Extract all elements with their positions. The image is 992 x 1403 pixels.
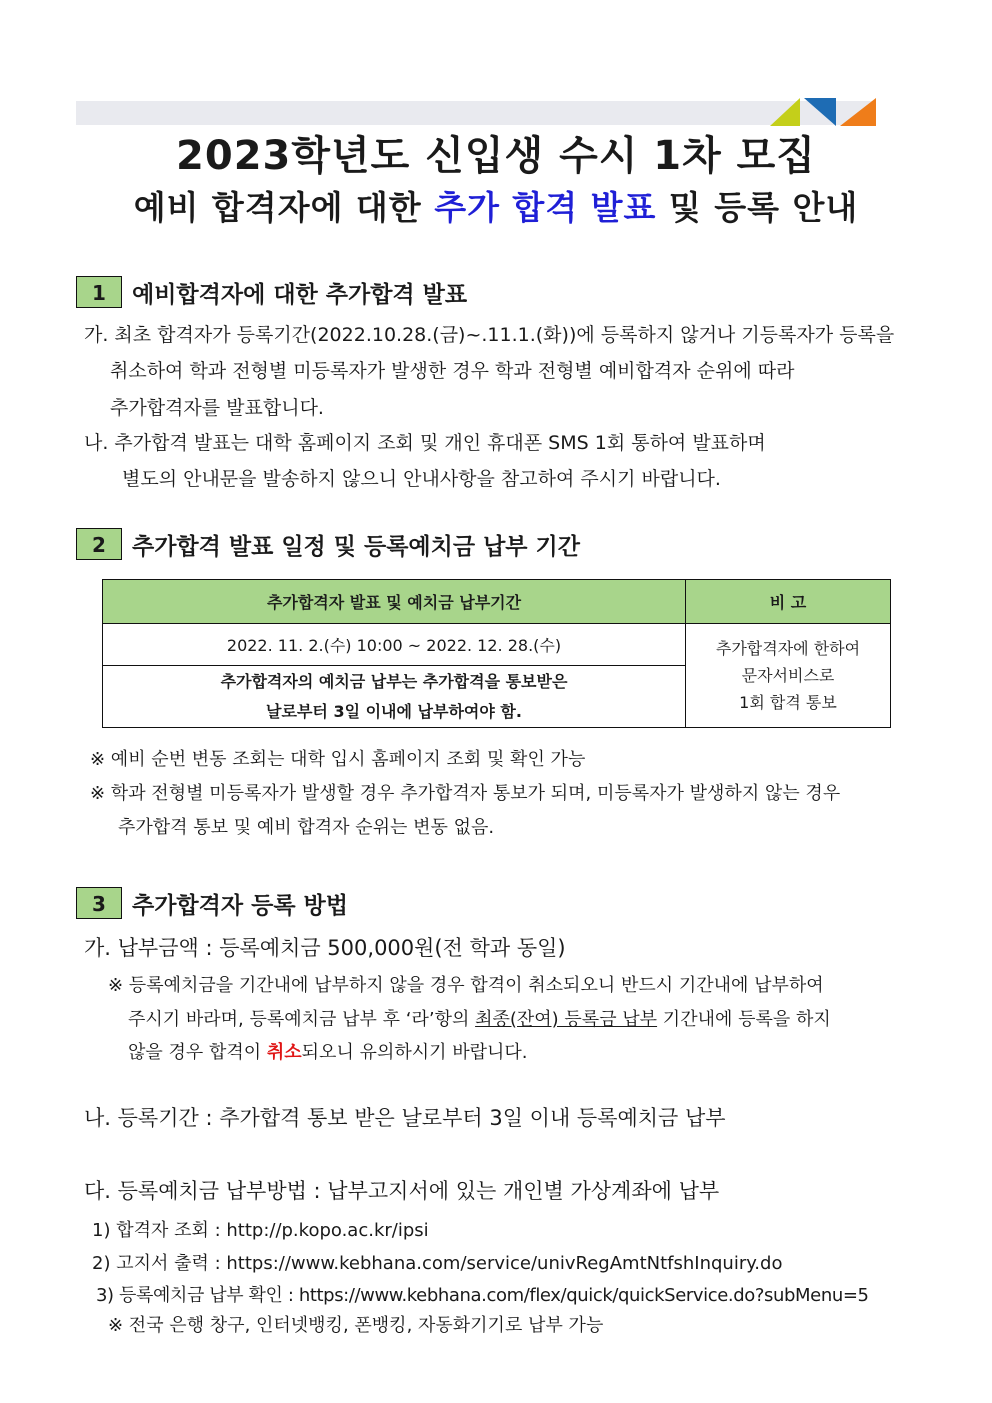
step-2: 2) 고지서 출력 : https://www.kebhana.com/service/univRegAmtNtfshInquiry.do bbox=[92, 1253, 783, 1274]
section3-ga-note-line2: 주시기 바라며, 등록예치금 납부 후 ‘라’항의 최종(잔여) 등록금 납부 기간내에 등록을 하지 bbox=[128, 1009, 831, 1030]
section1-title: 예비합격자에 대한 추가합격 발표 bbox=[132, 282, 468, 308]
table-period-cell: 2022. 11. 2.(수) 10:00 ~ 2022. 12. 28.(수) bbox=[103, 624, 686, 666]
schedule-table bbox=[102, 579, 891, 728]
section3-number: 3 bbox=[76, 887, 122, 919]
section1-ga-line3: 추가합격자를 발표합니다. bbox=[110, 397, 324, 419]
table-deadline-cell: 추가합격자의 예치금 납부는 추가합격을 통보받은 날로부터 3일 이내에 납부하여야 함. bbox=[103, 666, 686, 728]
section1-ga-line1: 가. 최초 합격자가 등록기간(2022.10.28.(금)~.11.1.(화))에 등록하지 않거나 기등록자가 등록을 bbox=[84, 324, 895, 346]
section1-number: 1 bbox=[76, 276, 122, 308]
section3-da: 다. 등록예치금 납부방법 : 납부고지서에 있는 개인별 가상계좌에 납부 bbox=[84, 1179, 720, 1203]
step-1: 1) 합격자 조회 : http://p.kopo.ac.kr/ipsi bbox=[92, 1220, 429, 1241]
section2-remark2-line2: 추가합격 통보 및 예비 합격자 순위는 변동 없음. bbox=[118, 817, 495, 838]
section1-na-line2: 별도의 안내문을 발송하지 않으니 안내사항을 참고하여 주시기 바랍니다. bbox=[122, 468, 721, 490]
table-note-cell: 추가합격자에 한하여 문자서비스로 1회 합격 통보 bbox=[686, 624, 891, 728]
step-note: ※ 전국 은행 창구, 인터넷뱅킹, 폰뱅킹, 자동화기기로 납부 가능 bbox=[108, 1315, 604, 1336]
subtitle-highlight: 추가 합격 발표 bbox=[434, 188, 657, 227]
header-decoration bbox=[770, 98, 878, 126]
section2-remark1: ※ 예비 순번 변동 조회는 대학 입시 홈페이지 조회 및 확인 가능 bbox=[90, 749, 586, 770]
section3-ga-note-line3: 않을 경우 합격이 취소되오니 유의하시기 바랍니다. bbox=[128, 1042, 528, 1063]
section2-title: 추가합격 발표 일정 및 등록예치금 납부 기간 bbox=[132, 534, 580, 560]
table-header-period: 추가합격자 발표 및 예치금 납부기간 bbox=[103, 580, 686, 624]
section2-remark2-line1: ※ 학과 전형별 미등록자가 발생할 경우 추가합격자 통보가 되며, 미등록자가 발생하지 않는 경우 bbox=[90, 783, 841, 804]
section3-ga: 가. 납부금액 : 등록예치금 500,000원(전 학과 동일) bbox=[84, 936, 566, 960]
section2-number: 2 bbox=[76, 528, 122, 560]
step-3: 3) 등록예치금 납부 확인 : https://www.kebhana.com/flex/quick/quickService.do?subMenu=5 bbox=[96, 1285, 869, 1306]
section1-ga-line2: 취소하여 학과 전형별 미등록자가 발생한 경우 학과 전형별 예비합격자 순위에 따라 bbox=[110, 360, 795, 382]
section3-ga-note-line1: ※ 등록예치금을 기간내에 납부하지 않을 경우 합격이 취소되오니 반드시 기간내에 납부하여 bbox=[108, 975, 824, 996]
final-tuition-underline: 최종(잔여) 등록금 납부 bbox=[475, 1009, 658, 1030]
section3-title: 추가합격자 등록 방법 bbox=[132, 893, 348, 919]
table-header-note: 비 고 bbox=[686, 580, 891, 624]
header-bar bbox=[76, 101, 876, 125]
page-subtitle: 예비 합격자에 대한 추가 합격 발표 및 등록 안내 bbox=[133, 188, 859, 227]
cancel-warning: 취소 bbox=[266, 1042, 302, 1063]
section1-na-line1: 나. 추가합격 발표는 대학 홈페이지 조회 및 개인 휴대폰 SMS 1회 통하여 발표하며 bbox=[84, 432, 766, 454]
page-title: 2023학년도 신입생 수시 1차 모집 bbox=[176, 133, 816, 179]
section3-na: 나. 등록기간 : 추가합격 통보 받은 날로부터 3일 이내 등록예치금 납부 bbox=[84, 1106, 726, 1130]
